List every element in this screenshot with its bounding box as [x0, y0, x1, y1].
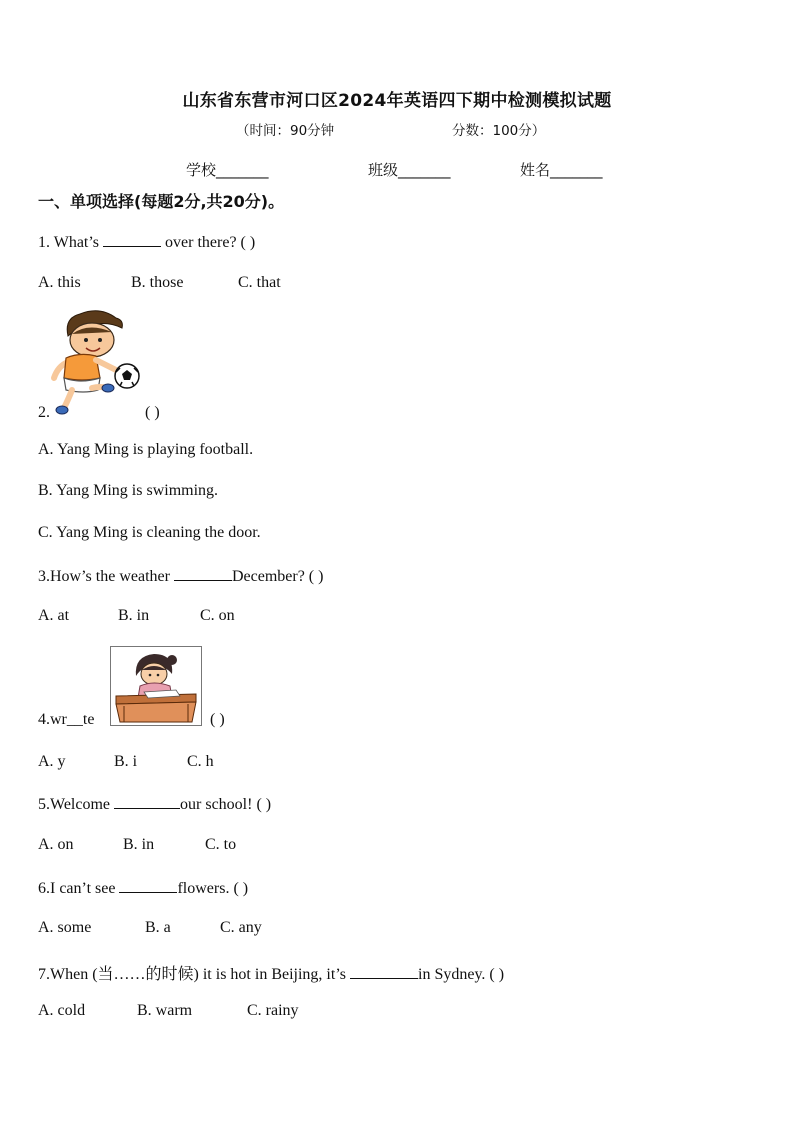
- question-1: [38, 232, 255, 252]
- question-5: [38, 794, 271, 814]
- question-stem: 7.When (当……的时候) it is hot in Beijing, it’s: [38, 966, 346, 983]
- answer-blank: [103, 232, 161, 247]
- question-stem: 1. What’s: [38, 234, 100, 251]
- question-stem: flowers. ( ): [177, 880, 249, 897]
- exam-score: 分数：100分）: [452, 123, 546, 139]
- school-field: 学校_______: [186, 161, 269, 179]
- question-stem: 3.How’s the weather: [38, 568, 170, 585]
- question-3: [38, 566, 323, 586]
- page-title: 山东省东营市河口区2024年英语四下期中检测模拟试题: [182, 91, 612, 111]
- option: C. that: [238, 274, 281, 291]
- name-field: 姓名_______: [520, 161, 603, 179]
- option: C. h: [187, 753, 214, 770]
- question-stem: December? ( ): [231, 568, 324, 585]
- option: C. Yang Ming is cleaning the door.: [38, 524, 261, 541]
- option: A. y: [38, 753, 66, 770]
- option: B. in: [118, 607, 150, 624]
- question-2: [38, 404, 50, 422]
- option: C. any: [220, 919, 262, 936]
- answer-blank: [350, 964, 418, 979]
- class-field: 班级_______: [368, 161, 451, 179]
- option: B. Yang Ming is swimming.: [38, 482, 219, 499]
- option: A. some: [38, 919, 92, 936]
- question-6: [38, 878, 248, 898]
- question-4-paren: ( ): [210, 711, 225, 728]
- option: B. in: [123, 836, 155, 853]
- option: A. cold: [38, 1002, 86, 1019]
- answer-blank: [174, 566, 232, 581]
- question-stem: 2.: [38, 404, 50, 421]
- option: B. i: [114, 753, 138, 770]
- question-stem: 5.Welcome: [38, 796, 111, 813]
- question-2-paren: ( ): [145, 404, 160, 421]
- question-stem: our school! ( ): [180, 796, 272, 813]
- option: C. to: [205, 836, 237, 853]
- option: B. those: [131, 274, 184, 291]
- question-stem: in Sydney. ( ): [418, 966, 505, 983]
- option: C. on: [200, 607, 235, 624]
- option: A. at: [38, 607, 70, 624]
- question-4: 4.wr__te: [38, 711, 95, 728]
- option: C. rainy: [247, 1002, 299, 1019]
- question-stem: over there? ( ): [165, 234, 256, 251]
- boy-playing-football-picture: [50, 308, 144, 418]
- answer-blank: [114, 794, 180, 809]
- question-7: [38, 961, 504, 984]
- option: A. this: [38, 274, 81, 291]
- option: A. Yang Ming is playing football.: [38, 441, 254, 458]
- option: A. on: [38, 836, 74, 853]
- option: B. warm: [137, 1002, 193, 1019]
- question-stem: 6.I can’t see: [38, 880, 116, 897]
- girl-writing-picture: [110, 646, 202, 726]
- option: B. a: [145, 919, 171, 936]
- section-heading: 一、单项选择(每题2分,共20分)。: [38, 192, 285, 211]
- answer-blank: [119, 878, 177, 893]
- exam-time: （时间：90分钟: [236, 123, 335, 139]
